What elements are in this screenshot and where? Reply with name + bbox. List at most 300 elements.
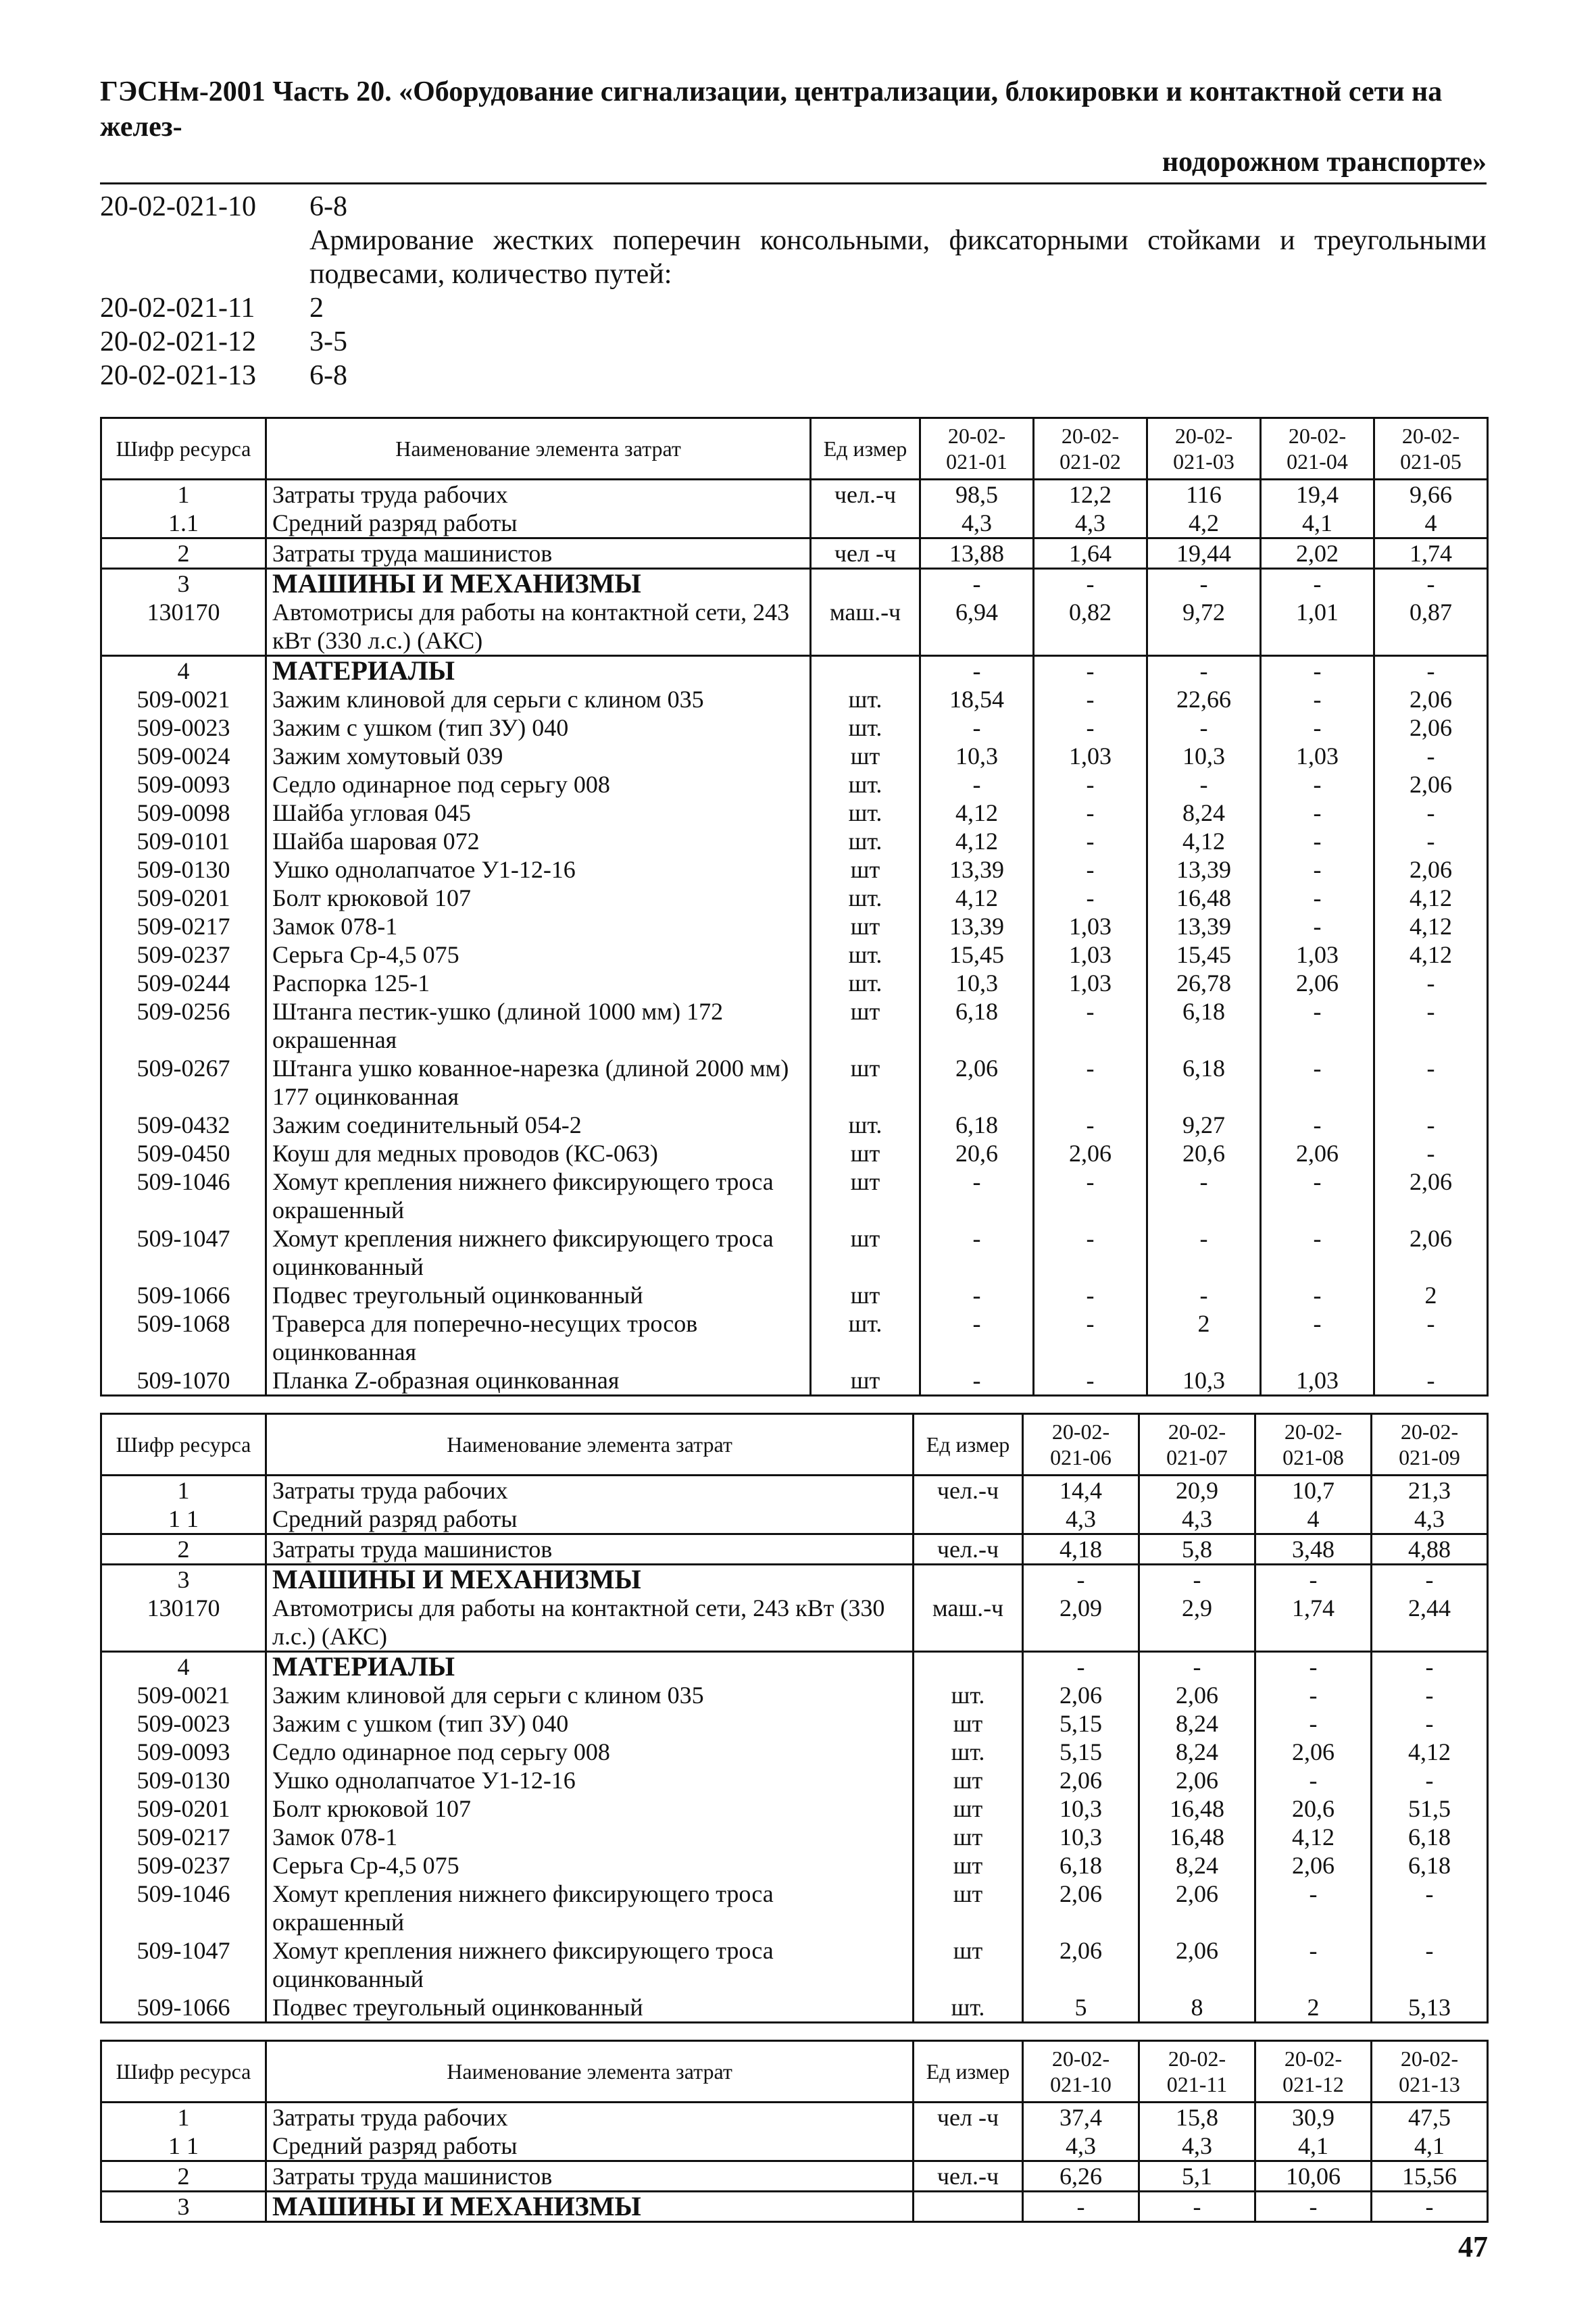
row-value: 4,12 (1255, 1823, 1372, 1851)
row-value: 10,06 (1255, 2161, 1372, 2192)
row-value: - (1261, 770, 1374, 799)
row-code: 509-0450 (101, 1139, 266, 1167)
row-unit: чел -ч (914, 2103, 1023, 2132)
table-row (101, 884, 1488, 912)
row-unit: шт (811, 742, 920, 770)
row-name: Серьга Ср-4,5 075 (266, 1851, 914, 1880)
row-value: - (1034, 884, 1147, 912)
row-value: 13,39 (1147, 855, 1261, 884)
row-unit: шт. (811, 770, 920, 799)
table-row (101, 1281, 1488, 1309)
row-name: Распорка 125-1 (266, 969, 811, 997)
header-unit: Ед измер (914, 2041, 1023, 2103)
row-value: 10,7 (1255, 1476, 1372, 1505)
row-name: Шайба угловая 045 (266, 799, 811, 827)
row-value: 6,18 (1372, 1851, 1488, 1880)
row-value: - (1255, 1681, 1372, 1709)
row-unit: шт (811, 1366, 920, 1396)
row-value: 2,06 (1023, 1681, 1139, 1709)
intro-code-row (100, 325, 1487, 359)
row-code: 509-1047 (101, 1936, 266, 1993)
row-code: 509-0101 (101, 827, 266, 855)
row-value: 12,2 (1034, 480, 1147, 509)
row-value: - (1372, 1709, 1488, 1738)
row-value: 16,48 (1139, 1794, 1255, 1823)
table-row (101, 1851, 1488, 1880)
row-unit: шт (811, 1167, 920, 1224)
row-unit: шт. (811, 969, 920, 997)
row-value: - (1372, 1652, 1488, 1682)
table-row (101, 969, 1488, 997)
row-value: - (1261, 855, 1374, 884)
row-value: - (1034, 1167, 1147, 1224)
row-unit: шт (914, 1936, 1023, 1993)
row-name: МАШИНЫ И МЕХАНИЗМЫ (266, 569, 811, 599)
row-code: 509-0237 (101, 940, 266, 969)
row-value: - (1261, 799, 1374, 827)
row-value: - (1374, 969, 1488, 997)
row-value: 20,6 (1147, 1139, 1261, 1167)
row-value: 4,88 (1372, 1534, 1488, 1565)
row-code: 509-0201 (101, 1794, 266, 1823)
row-value: 8,24 (1139, 1738, 1255, 1766)
row-code: 509-0093 (101, 770, 266, 799)
row-value: 4,1 (1261, 509, 1374, 538)
row-code: 509-0432 (101, 1111, 266, 1139)
row-name: Седло одинарное под серьгу 008 (266, 1738, 914, 1766)
row-value: - (920, 713, 1034, 742)
header-column-code: 20-02- 021-07 (1139, 1414, 1255, 1476)
row-name: Седло одинарное под серьгу 008 (266, 770, 811, 799)
row-value: 13,39 (920, 912, 1034, 940)
row-value: 1,03 (1034, 969, 1147, 997)
table-row (101, 685, 1488, 713)
row-code: 509-0093 (101, 1738, 266, 1766)
row-value: 2,06 (1261, 1139, 1374, 1167)
row-value: - (920, 1167, 1034, 1224)
table-row (101, 1880, 1488, 1936)
row-code: 509-0130 (101, 1766, 266, 1794)
row-unit: шт (914, 1766, 1023, 1794)
row-value: 6,18 (920, 997, 1034, 1054)
row-value: - (1034, 770, 1147, 799)
row-code: 509-0244 (101, 969, 266, 997)
table-row (101, 1565, 1488, 1594)
row-value: - (1261, 912, 1374, 940)
row-value: 1,03 (1034, 742, 1147, 770)
header-column-code: 20-02- 021-01 (920, 418, 1034, 480)
row-value: 5,15 (1023, 1709, 1139, 1738)
intro-value: 6-8 (309, 360, 347, 391)
row-unit: шт. (914, 1993, 1023, 2023)
row-value: - (1034, 1054, 1147, 1111)
table-row (101, 1652, 1488, 1682)
row-value: 2,09 (1023, 1594, 1139, 1652)
intro-code: 20-02-021-10 (100, 191, 256, 222)
row-code: 509-1046 (101, 1167, 266, 1224)
row-code: 509-1066 (101, 1993, 266, 2023)
row-value: 1,74 (1374, 538, 1488, 569)
row-unit: чел.-ч (811, 480, 920, 509)
header-line-2: нодорожном транспорте» (1162, 147, 1487, 178)
table-row (101, 1594, 1488, 1652)
row-code: 1.1 (101, 509, 266, 538)
row-value: - (1374, 569, 1488, 599)
table-row (101, 827, 1488, 855)
header-column-code: 20-02- 021-08 (1255, 1414, 1372, 1476)
row-name: Зажим с ушком (тип ЗУ) 040 (266, 713, 811, 742)
intro-code-row (100, 291, 1487, 325)
row-value: - (1147, 656, 1261, 686)
row-value: - (1255, 1709, 1372, 1738)
row-code: 1 1 (101, 2132, 266, 2161)
row-value: 1,64 (1034, 538, 1147, 569)
row-name: Затраты труда рабочих (266, 480, 811, 509)
row-name: Хомут крепления нижнего фиксирующего троса оцинкованный (266, 1224, 811, 1281)
row-value: 1,03 (1034, 940, 1147, 969)
row-value: - (1255, 1652, 1372, 1682)
row-value: - (1261, 1281, 1374, 1309)
row-value: 2,06 (1139, 1880, 1255, 1936)
row-value: 2 (1147, 1309, 1261, 1366)
table-row (101, 656, 1488, 686)
row-value: - (1255, 1880, 1372, 1936)
row-value: 4,12 (1374, 940, 1488, 969)
row-code: 509-0130 (101, 855, 266, 884)
intro-code-row (100, 190, 1487, 224)
row-value: - (920, 1309, 1034, 1366)
row-value: - (1147, 713, 1261, 742)
row-unit: шт (811, 1139, 920, 1167)
row-value: 47,5 (1372, 2103, 1488, 2132)
header-column-code: 20-02- 021-02 (1034, 418, 1147, 480)
row-value: 4,3 (1023, 1505, 1139, 1534)
row-value: 8,24 (1147, 799, 1261, 827)
row-value: 4,12 (920, 827, 1034, 855)
resource-table-3 (100, 2040, 1489, 2223)
row-value: 19,4 (1261, 480, 1374, 509)
table-row (101, 855, 1488, 884)
row-value: 37,4 (1023, 2103, 1139, 2132)
row-value: 4,1 (1255, 2132, 1372, 2161)
row-value: 19,44 (1147, 538, 1261, 569)
row-name: Зажим клиновой для серьги с клином 035 (266, 1681, 914, 1709)
row-value: - (1374, 827, 1488, 855)
row-value: - (1374, 1366, 1488, 1396)
row-name: Болт крюковой 107 (266, 1794, 914, 1823)
row-value: - (1372, 1766, 1488, 1794)
table-row (101, 997, 1488, 1054)
intro-code: 20-02-021-12 (100, 326, 256, 357)
row-value: - (920, 1224, 1034, 1281)
row-name: Траверса для поперечно-несущих тросов оцинкованная (266, 1309, 811, 1366)
row-code: 509-1068 (101, 1309, 266, 1366)
row-code: 509-0021 (101, 685, 266, 713)
row-value: 2,06 (1261, 969, 1374, 997)
row-name: Затраты труда рабочих (266, 1476, 914, 1505)
row-name: Ушко однолапчатое У1-12-16 (266, 1766, 914, 1794)
row-value: 14,4 (1023, 1476, 1139, 1505)
row-value: - (1034, 799, 1147, 827)
resource-table-2 (100, 1413, 1489, 2023)
header-code: Шифр ресурса (101, 2041, 266, 2103)
table-row (101, 2132, 1488, 2161)
table-row (101, 1681, 1488, 1709)
row-value: - (1023, 2192, 1139, 2222)
row-name: Замок 078-1 (266, 1823, 914, 1851)
row-name: Штанга пестик-ушко (длиной 1000 мм) 172 окрашенная (266, 997, 811, 1054)
row-code: 509-1070 (101, 1366, 266, 1396)
row-value: 4,12 (1372, 1738, 1488, 1766)
intro-value: 6-8 (309, 191, 347, 222)
row-value: 2,06 (1374, 855, 1488, 884)
table-row (101, 1111, 1488, 1139)
header-name: Наименование элемента затрат (266, 2041, 914, 2103)
row-value: - (1023, 1652, 1139, 1682)
row-value: 10,3 (1147, 1366, 1261, 1396)
table-row (101, 713, 1488, 742)
row-value: - (1034, 997, 1147, 1054)
row-unit: шт. (811, 1309, 920, 1366)
header-name: Наименование элемента затрат (266, 418, 811, 480)
row-value: - (1374, 656, 1488, 686)
row-value: - (1034, 855, 1147, 884)
row-value: 2,06 (1139, 1936, 1255, 1993)
row-name: Автомотрисы для работы на контактной сети, 243 кВт (330 л.с.) (АКС) (266, 598, 811, 656)
row-value: 4 (1255, 1505, 1372, 1534)
table-row (101, 1476, 1488, 1505)
row-value: 1,03 (1261, 742, 1374, 770)
row-value: 2,06 (1374, 770, 1488, 799)
intro-code: 20-02-021-13 (100, 360, 256, 391)
row-name: Затраты труда машинистов (266, 2161, 914, 2192)
row-name: Зажим клиновой для серьги с клином 035 (266, 685, 811, 713)
row-name: Хомут крепления нижнего фиксирующего троса окрашенный (266, 1167, 811, 1224)
row-value: 20,9 (1139, 1476, 1255, 1505)
row-value: 2,06 (1255, 1738, 1372, 1766)
row-unit: маш.-ч (914, 1594, 1023, 1652)
row-value: 6,18 (920, 1111, 1034, 1139)
row-value: 13,88 (920, 538, 1034, 569)
row-value: 8 (1139, 1993, 1255, 2023)
row-code: 130170 (101, 598, 266, 656)
header-column-code: 20-02- 021-04 (1261, 418, 1374, 480)
row-unit: чел.-ч (914, 1476, 1023, 1505)
row-value: 30,9 (1255, 2103, 1372, 2132)
row-code: 509-0023 (101, 1709, 266, 1738)
row-name: Затраты труда машинистов (266, 1534, 914, 1565)
row-unit (811, 509, 920, 538)
row-name: Средний разряд работы (266, 1505, 914, 1534)
row-value: 4,12 (1374, 884, 1488, 912)
row-value: 6,18 (1372, 1823, 1488, 1851)
row-name: Коуш для медных проводов (КС-063) (266, 1139, 811, 1167)
row-unit (811, 569, 920, 599)
row-value: - (1255, 1565, 1372, 1594)
row-value: - (1147, 1167, 1261, 1224)
row-value: 98,5 (920, 480, 1034, 509)
row-unit: шт. (811, 1111, 920, 1139)
row-name: МАШИНЫ И МЕХАНИЗМЫ (266, 1565, 914, 1594)
row-unit: шт. (811, 827, 920, 855)
table-row (101, 742, 1488, 770)
row-value: 16,48 (1147, 884, 1261, 912)
row-unit: маш.-ч (811, 598, 920, 656)
row-value: 10,3 (1023, 1794, 1139, 1823)
row-value: 4,12 (1374, 912, 1488, 940)
table-row (101, 1167, 1488, 1224)
row-code: 509-0024 (101, 742, 266, 770)
row-value: - (1374, 1139, 1488, 1167)
row-code: 509-0267 (101, 1054, 266, 1111)
header-column-code: 20-02- 021-05 (1374, 418, 1488, 480)
row-value: 4,3 (1034, 509, 1147, 538)
table-row (101, 1224, 1488, 1281)
row-unit: шт (811, 997, 920, 1054)
row-value: - (920, 569, 1034, 599)
table-row (101, 1823, 1488, 1851)
row-name: Подвес треугольный оцинкованный (266, 1281, 811, 1309)
row-value: - (1372, 1681, 1488, 1709)
row-unit: чел.-ч (914, 1534, 1023, 1565)
intro-value: 2 (309, 293, 324, 324)
row-value: - (1034, 685, 1147, 713)
row-value: 0,87 (1374, 598, 1488, 656)
table-row (101, 1738, 1488, 1766)
row-value: - (1374, 1111, 1488, 1139)
table-row (101, 480, 1488, 509)
row-value: - (920, 770, 1034, 799)
row-value: 4,3 (920, 509, 1034, 538)
row-value: 6,26 (1023, 2161, 1139, 2192)
row-value: 4,3 (1023, 2132, 1139, 2161)
row-name: Автомотрисы для работы на контактной сети, 243 кВт (330 л.с.) (АКС) (266, 1594, 914, 1652)
resource-table-1 (100, 417, 1489, 1397)
row-value: - (1374, 1309, 1488, 1366)
row-code: 3 (101, 1565, 266, 1594)
table-row (101, 2103, 1488, 2132)
row-unit: шт (811, 912, 920, 940)
row-name: МАТЕРИАЛЫ (266, 656, 811, 686)
row-value: 1,03 (1034, 912, 1147, 940)
row-value: - (1034, 713, 1147, 742)
table-row (101, 2161, 1488, 2192)
row-value: - (1147, 569, 1261, 599)
row-value: - (1261, 569, 1374, 599)
intro-description: Армирование жестких поперечин консольными, фиксаторными стойками и треугольными подвесами, количество путей: (309, 225, 1487, 290)
row-value: - (920, 656, 1034, 686)
header-column-code: 20-02- 021-13 (1372, 2041, 1488, 2103)
header-column-code: 20-02- 021-12 (1255, 2041, 1372, 2103)
row-code: 509-0237 (101, 1851, 266, 1880)
row-code: 509-0217 (101, 912, 266, 940)
row-value: 2,06 (1374, 713, 1488, 742)
header-name: Наименование элемента затрат (266, 1414, 914, 1476)
table-row (101, 1366, 1488, 1396)
row-unit: шт. (811, 799, 920, 827)
table-row (101, 1709, 1488, 1738)
row-value: - (1139, 1565, 1255, 1594)
row-value: - (1034, 1366, 1147, 1396)
table-row (101, 1993, 1488, 2023)
row-value: - (1261, 997, 1374, 1054)
intro-block (100, 190, 1487, 393)
table-row (101, 2192, 1488, 2222)
row-value: - (1374, 1054, 1488, 1111)
row-value: 16,48 (1139, 1823, 1255, 1851)
row-value: - (1261, 1054, 1374, 1111)
row-value: 6,18 (1147, 997, 1261, 1054)
row-code: 130170 (101, 1594, 266, 1652)
row-value: 5,15 (1023, 1738, 1139, 1766)
row-unit (811, 656, 920, 686)
row-value: 2,06 (1374, 685, 1488, 713)
table-row (101, 598, 1488, 656)
document-page (100, 74, 1487, 2223)
row-value: - (1261, 685, 1374, 713)
row-value: 2,02 (1261, 538, 1374, 569)
table-row (101, 1505, 1488, 1534)
row-unit (914, 1565, 1023, 1594)
row-value: 9,66 (1374, 480, 1488, 509)
table-row (101, 1794, 1488, 1823)
row-code: 2 (101, 538, 266, 569)
row-code: 509-0021 (101, 1681, 266, 1709)
row-value: 1,74 (1255, 1594, 1372, 1652)
row-value: 6,18 (1023, 1851, 1139, 1880)
row-value: - (920, 1366, 1034, 1396)
row-value: - (1034, 1309, 1147, 1366)
row-value: 13,39 (1147, 912, 1261, 940)
row-value: 2,06 (1023, 1766, 1139, 1794)
header-column-code: 20-02- 021-11 (1139, 2041, 1255, 2103)
table-row (101, 1309, 1488, 1366)
row-value: 2,06 (1139, 1766, 1255, 1794)
row-value: - (1372, 1936, 1488, 1993)
row-value: - (1372, 2192, 1488, 2222)
table-row (101, 509, 1488, 538)
row-value: 5 (1023, 1993, 1139, 2023)
row-value: - (1034, 1224, 1147, 1281)
page-number: 47 (1458, 2230, 1488, 2263)
row-value: 5,8 (1139, 1534, 1255, 1565)
row-unit: шт (811, 1054, 920, 1111)
header-column-code: 20-02- 021-03 (1147, 418, 1261, 480)
table-row (101, 912, 1488, 940)
row-value: - (1261, 713, 1374, 742)
table-row (101, 1766, 1488, 1794)
row-code: 1 1 (101, 1505, 266, 1534)
header-unit: Ед измер (914, 1414, 1023, 1476)
row-value: 1,03 (1261, 940, 1374, 969)
row-value: 2,06 (1255, 1851, 1372, 1880)
row-value: - (1261, 827, 1374, 855)
table-row (101, 799, 1488, 827)
row-value: - (1372, 1565, 1488, 1594)
row-unit: шт (914, 1794, 1023, 1823)
row-code: 509-0256 (101, 997, 266, 1054)
row-name: Средний разряд работы (266, 2132, 914, 2161)
row-code: 509-0098 (101, 799, 266, 827)
row-code: 1 (101, 480, 266, 509)
row-value: - (1255, 2192, 1372, 2222)
row-value: 4,1 (1372, 2132, 1488, 2161)
row-value: 15,56 (1372, 2161, 1488, 2192)
row-value: - (1034, 1111, 1147, 1139)
row-code: 3 (101, 569, 266, 599)
row-code: 509-0201 (101, 884, 266, 912)
row-unit: шт (811, 1224, 920, 1281)
